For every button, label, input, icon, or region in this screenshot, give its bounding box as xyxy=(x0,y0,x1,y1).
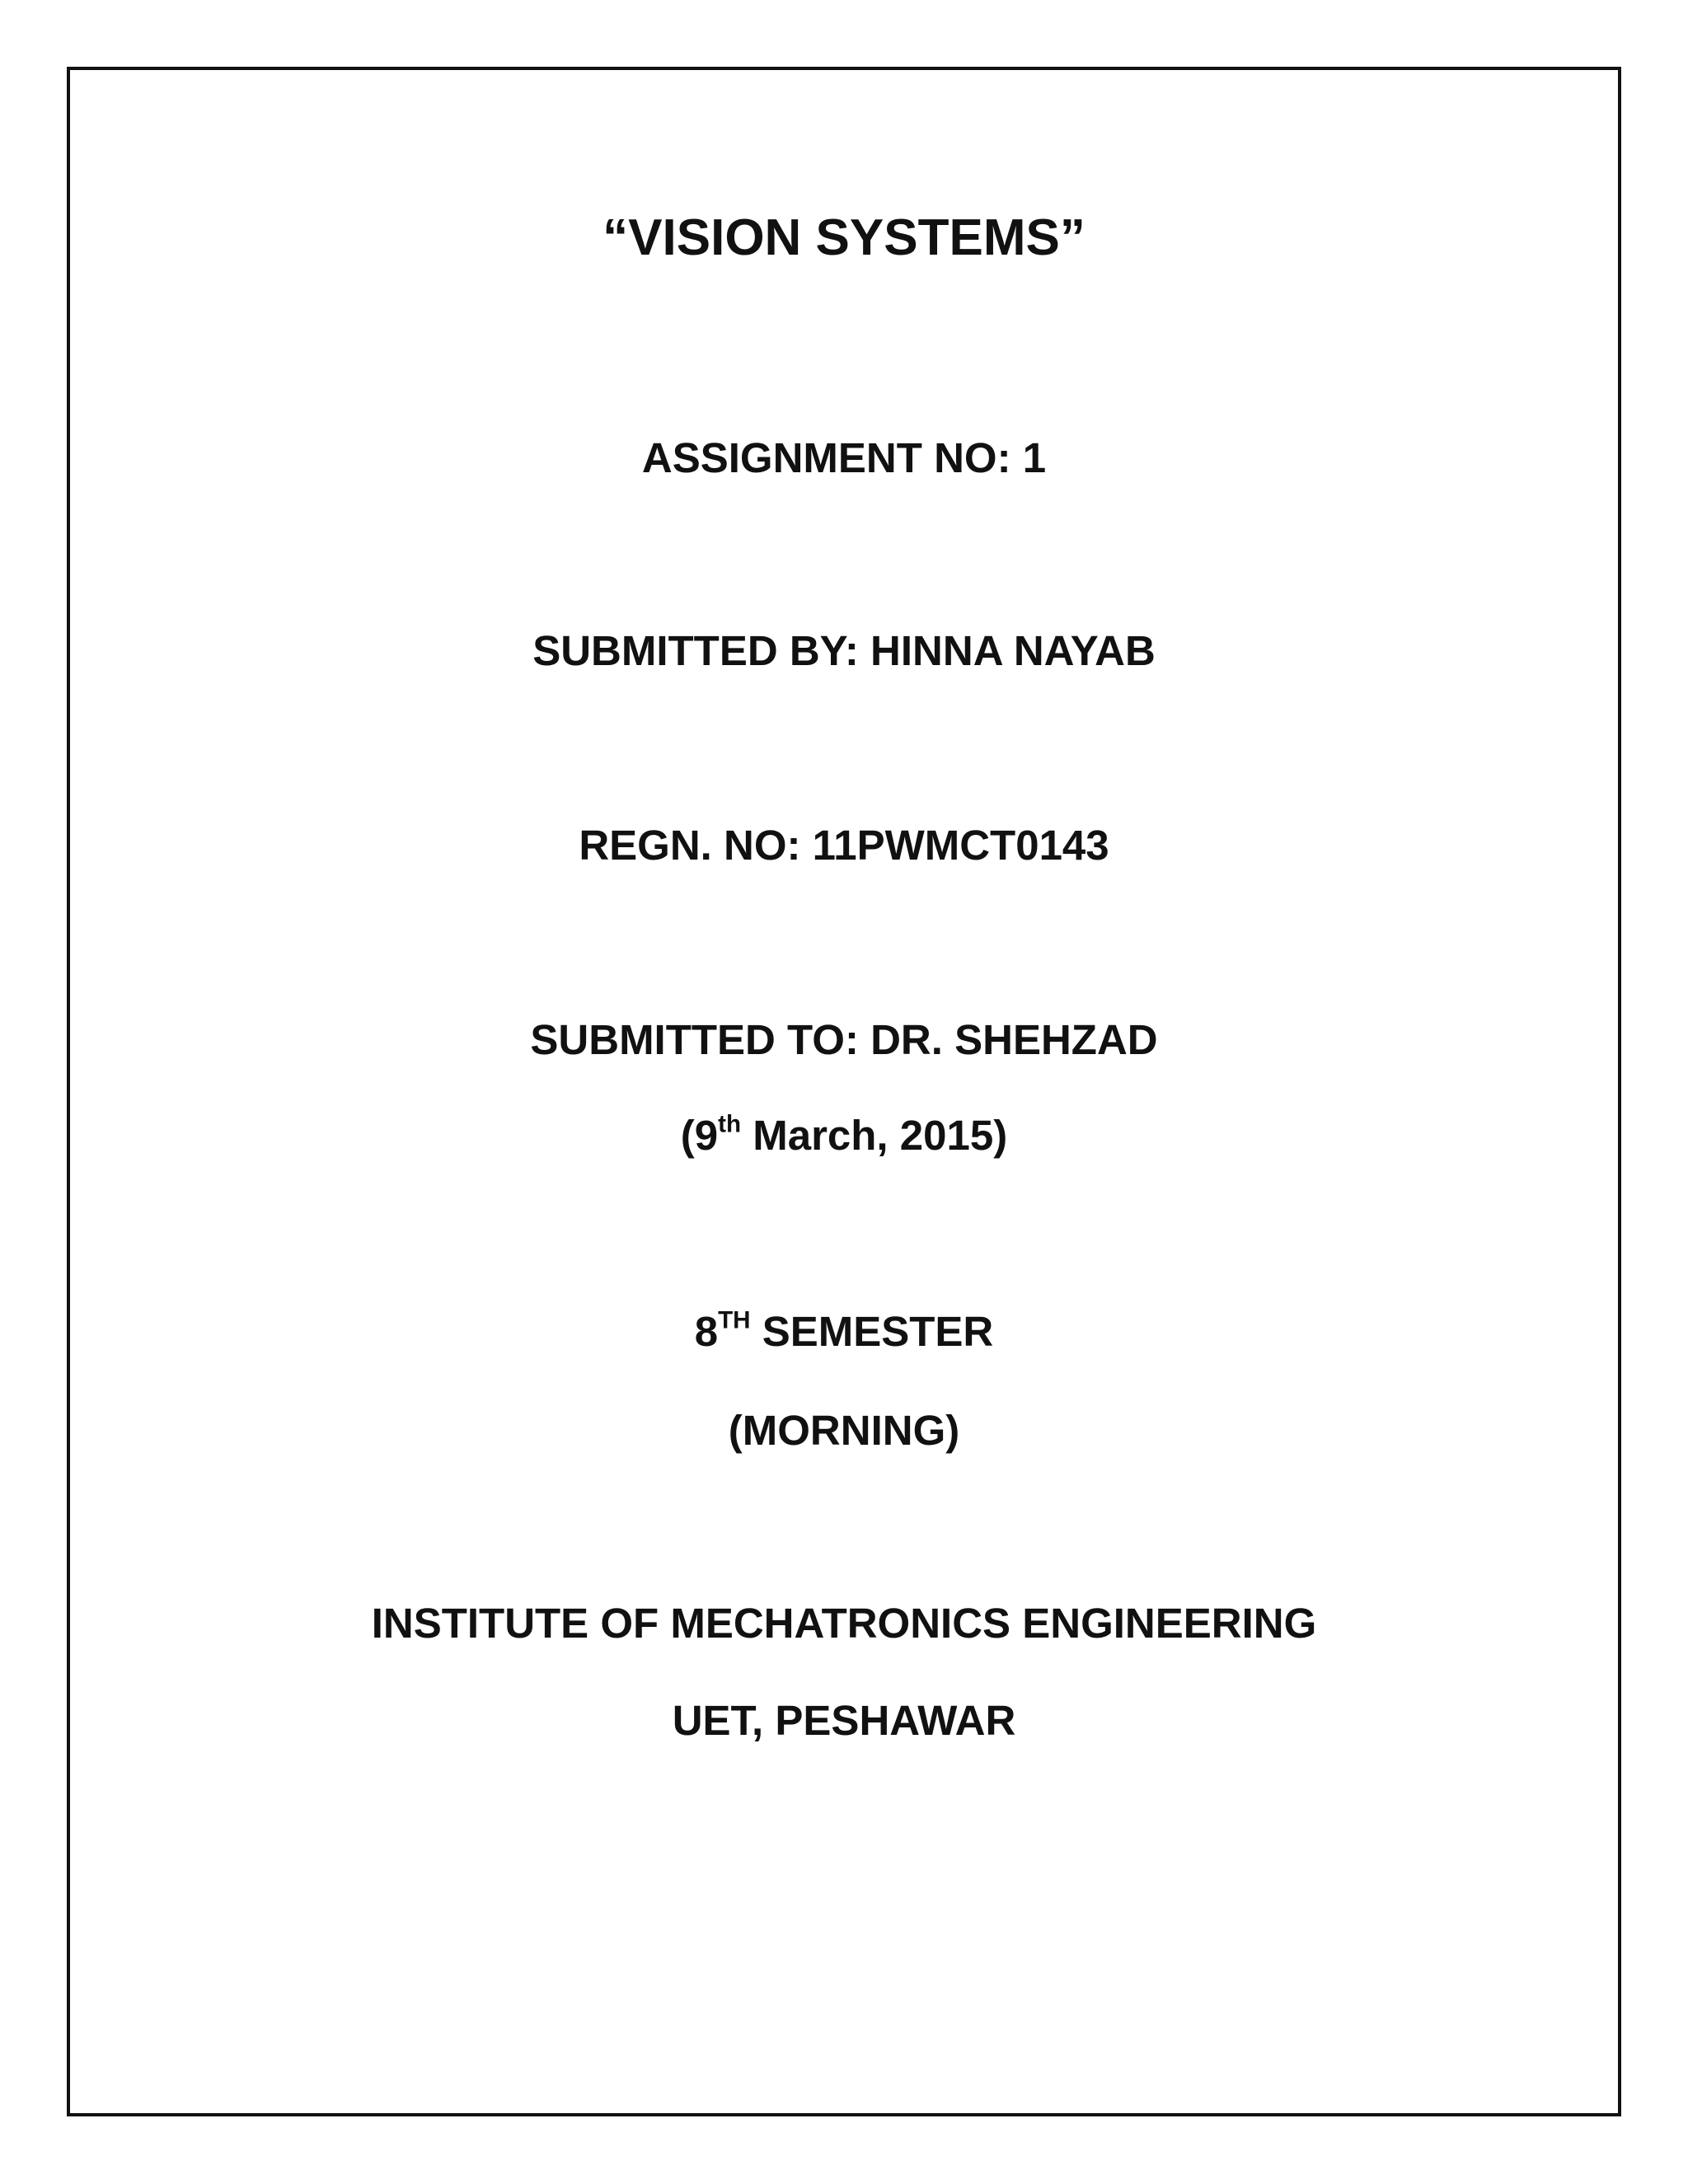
date-day-suffix: th xyxy=(718,1110,742,1138)
submitted-to: SUBMITTED TO: DR. SHEHZAD xyxy=(530,1016,1158,1063)
registration-number: REGN. NO: 11PWMCT0143 xyxy=(579,822,1109,869)
semester-label: SEMESTER xyxy=(750,1308,994,1355)
university-name: UET, PESHAWAR xyxy=(672,1697,1016,1744)
submitted-by: SUBMITTED BY: HINNA NAYAB xyxy=(532,627,1156,674)
semester xyxy=(0,1306,1688,1355)
date-day: (9 xyxy=(680,1112,719,1159)
assignment-number: ASSIGNMENT NO: 1 xyxy=(641,434,1047,481)
semester-suffix: TH xyxy=(718,1306,751,1334)
date-rest: March, 2015) xyxy=(741,1112,1008,1159)
shift: (MORNING) xyxy=(728,1407,960,1454)
document-title: “VISION SYSTEMS” xyxy=(603,209,1085,266)
submission-date xyxy=(0,1110,1688,1159)
institute-name: INSTITUTE OF MECHATRONICS ENGINEERING xyxy=(371,1600,1317,1647)
page-border xyxy=(67,67,1621,2116)
semester-number: 8 xyxy=(694,1308,719,1355)
